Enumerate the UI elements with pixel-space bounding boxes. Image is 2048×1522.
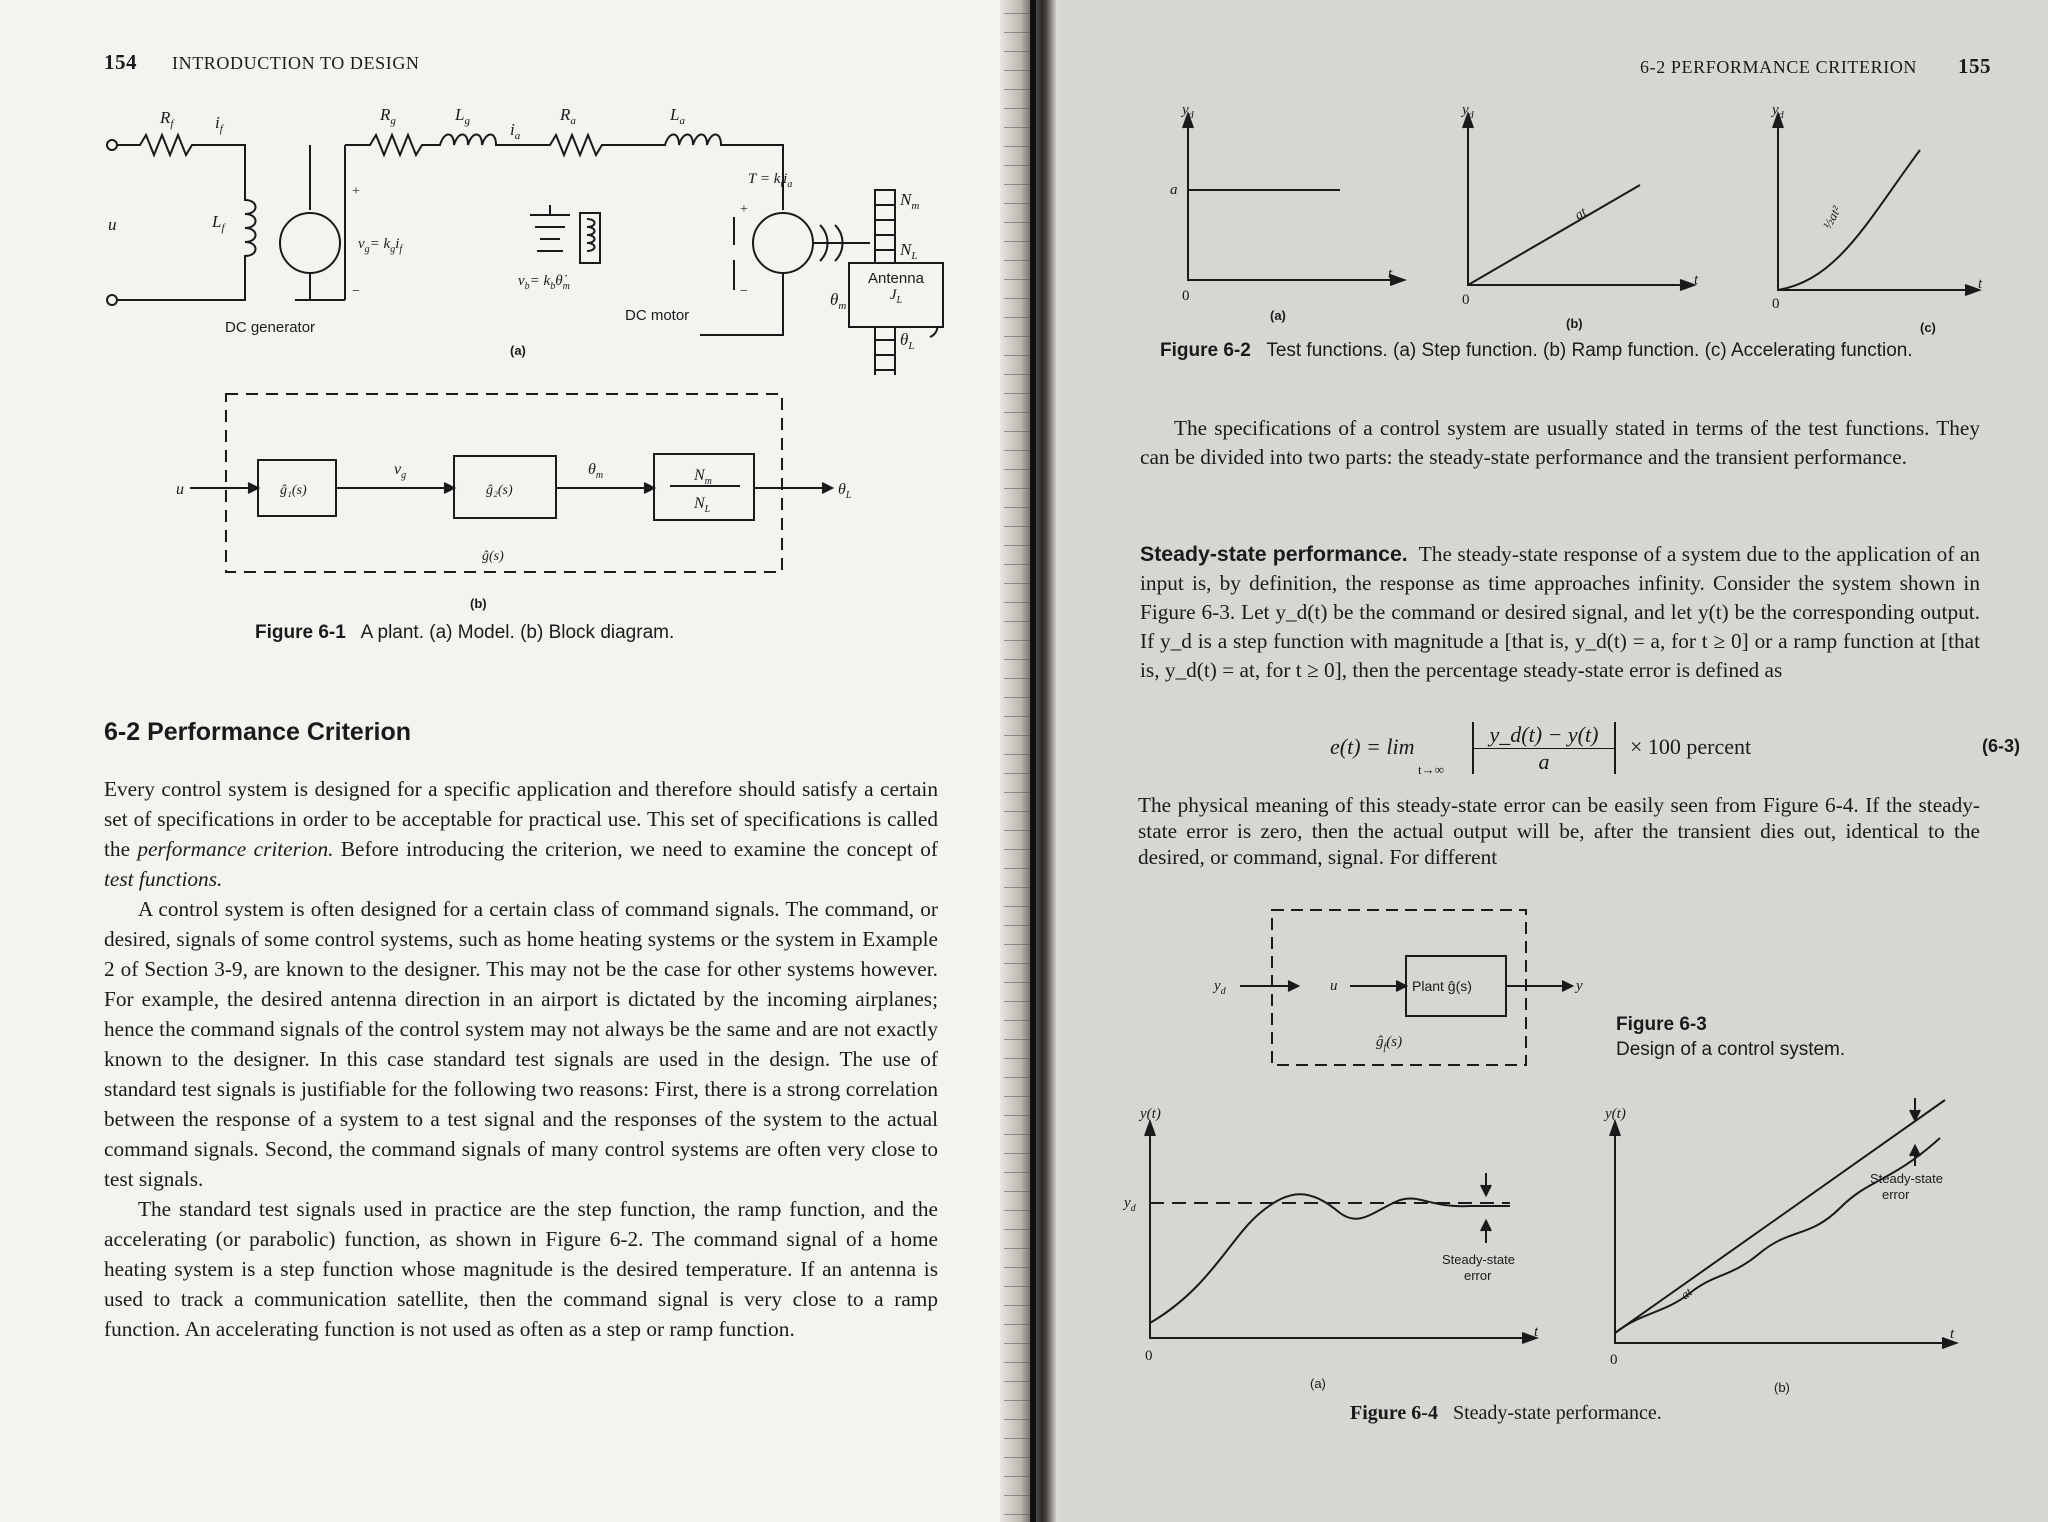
- vb-equation: v: [518, 273, 525, 289]
- svg-text:yd: $y_d$: [1772, 102, 1784, 121]
- equation-number: (6-3): [1981, 736, 2020, 756]
- fig-6-4b-yt: y(t): [1605, 1106, 1626, 1122]
- figure-6-3-control-design: [1200, 900, 1600, 1080]
- svg-text:θL: $\theta_L$: [900, 330, 915, 352]
- svg-text:+: +: [740, 202, 748, 217]
- figure-6-1-caption-text: A plant. (a) Model. (b) Block diagram.: [360, 622, 675, 643]
- figure-6-3-caption: [1616, 1012, 1845, 1062]
- ra-label: R: [560, 105, 571, 124]
- svg-text:NL: $N_L$: [900, 240, 918, 262]
- figure-6-4-caption: [1350, 1402, 1662, 1425]
- paragraph-4: The specifications of a control system are usually stated in terms of the test functions. They can be divided into two parts: the steady-state performance and the transient performance.: [1140, 416, 1980, 469]
- figure-6-2-caption-text: Test functions. (a) Step function. (b) Ramp function. (c) Accelerating function.: [1266, 340, 1913, 361]
- fig-6-4a-yt: y(t): [1140, 1106, 1161, 1122]
- left-running-title: INTRODUCTION TO DESIGN: [172, 53, 420, 73]
- dc-generator-label: DC generator: [225, 319, 316, 336]
- svg-text:θm: $\theta_m$: [830, 290, 847, 312]
- figure-6-2-caption-label: Figure 6-2: [1160, 340, 1251, 361]
- fig-6-2c-yd: y: [1772, 102, 1779, 118]
- fig-6-4b-zero: 0: [1610, 1352, 1618, 1368]
- equation-limit: t→∞: [1418, 762, 1444, 777]
- paragraph-1: Every control system is designed for a specific application and therefore should satisfy a certain set of specifications in order to be acceptable for practical use. This set of specifications is called the performance criterion. Before introducing the criterion, we need to examine the concept of test functions.: [104, 777, 938, 891]
- plant-block-label: Plant ĝ(s): [1412, 978, 1472, 994]
- paragraph-3: The standard test signals used in practice are the step function, the ramp function, and the accelerating (or parabolic) function, as shown in Figure 6-2. The command signal of a home heating system is a step function whose magnitude is the desired temperature. If an antenna is used to track a communication satellite, then the command signal is very close to a ramp function. An accelerating function is not used as often as a step or ramp function.: [104, 1197, 938, 1341]
- equation-lhs: e(t) = lim: [1330, 734, 1415, 759]
- svg-text:Lg: $L_g$: [455, 105, 470, 127]
- theta-l-label: θ: [900, 330, 909, 349]
- paragraph-5-block: [1140, 540, 1980, 685]
- figure-6-1a-circuit: [100, 95, 960, 375]
- fig-6-2c-t: t: [1978, 276, 1983, 292]
- jl-label: J: [889, 287, 897, 303]
- if-label: i: [215, 113, 220, 132]
- theta-m-label: θ: [830, 290, 839, 309]
- svg-text:Nm: $N_m$: [900, 190, 920, 212]
- fig-6-4a-zero: 0: [1145, 1348, 1153, 1364]
- paragraph-4-block: [1140, 414, 1980, 472]
- svg-text:yd: $y_d$: [1124, 1195, 1136, 1214]
- fig-6-4a-error-label-2: error: [1464, 1268, 1492, 1283]
- figure-6-1b-block-diagram: [170, 388, 890, 618]
- figure-6-2-caption: [1160, 340, 2000, 362]
- figure-6-3-caption-label: Figure 6-3: [1616, 1014, 1707, 1035]
- right-page-number: 155: [1958, 54, 1992, 78]
- svg-text:ia: $i_a$: [510, 120, 521, 142]
- figure-6-1-caption: [255, 622, 674, 644]
- rg-label: R: [380, 105, 391, 124]
- fig-6-2b-at: at: [1572, 205, 1590, 224]
- fig-6-3-u: u: [1330, 978, 1338, 994]
- equation-6-3: [1300, 722, 2020, 778]
- block-vg-label: v: [394, 461, 402, 478]
- fig-6-2a-yd: y: [1182, 102, 1189, 118]
- lg-label: L: [455, 105, 465, 124]
- fig-6-4a-yd: y: [1124, 1195, 1131, 1211]
- vg-equation: v: [358, 236, 365, 252]
- svg-text:θL: $\theta_L$: [838, 481, 852, 501]
- paragraph-6-block: [1138, 792, 1980, 870]
- svg-text:yd: $y_d$: [1462, 102, 1474, 121]
- svg-text:La: $L_a$: [670, 105, 685, 127]
- paragraph-6: The physical meaning of this steady-state error can be easily seen from Figure 6-4. If the steady-state error is zero, then the actual output will be, after the transient dies out, identical to the desired, or command, signal. For different: [1138, 793, 1980, 869]
- block-u-label: u: [176, 481, 184, 498]
- dc-motor-label: DC motor: [625, 307, 690, 324]
- rf-label: R: [160, 108, 171, 127]
- fig-6-2b-t: t: [1694, 272, 1699, 288]
- paragraph-2: A control system is often designed for a certain class of command signals. The command, or desired, signals of some control systems, such as home heating systems or the system in Example 2 of Section 3-9, are known to the designer. This may not be the case for other systems however. For example, the desired antenna direction in an airport is dictated by the incoming airplanes; hence the command signals of the control system may not always be the same and are not exactly known to the designer. In this case standard test signals are used in the design. The use of standard test signals is justifiable for the following two reasons: First, there is a strong correlation between the response of a system to a test signal and the responses of the system to the actual command signals. Second, the command signals of many control systems are often very close to test signals.: [104, 897, 938, 1191]
- equation-rhs: × 100 percent: [1630, 734, 1752, 759]
- fig-6-2b-zero: 0: [1462, 292, 1470, 308]
- left-page: [0, 0, 1000, 1522]
- fig-6-4-sub-b: (b): [1774, 1380, 1790, 1395]
- gs-label: ĝ(s): [482, 549, 504, 564]
- fig-6-4a-t: t: [1534, 1324, 1539, 1340]
- ratio-denominator: N: [694, 495, 705, 512]
- antenna-box: Antenna $J_L$: [848, 262, 944, 328]
- u-input-label: u: [108, 215, 117, 234]
- torque-equation: T = k: [748, 171, 781, 187]
- svg-text:vb= kbθ̇m: $v_b=$ $k_b\thetȧ_m$: [518, 273, 570, 292]
- g2-block-label: ĝ₂(s): [486, 483, 513, 498]
- g1-block-label: ĝ₁(s): [280, 483, 307, 498]
- equation-numerator: y_d(t) − y(t): [1474, 722, 1614, 749]
- book-spine-shadow: [1030, 0, 1036, 1522]
- fig-6-2c-half-at2: ½at²: [1819, 203, 1844, 232]
- fig-6-2-sub-c: (c): [1920, 320, 1936, 335]
- svg-text:Ra: $R_a$: [560, 105, 576, 127]
- svg-text:ĝf(s): $ĝ_f(s)$: [1376, 1034, 1403, 1053]
- figure-6-4-steady-state-plots: [1110, 1088, 1990, 1408]
- svg-text:vg= kgif: $v_g= k_gi_f$: [358, 236, 403, 255]
- figure-6-4-caption-text: Steady-state performance.: [1452, 1402, 1662, 1424]
- svg-text:−: −: [352, 284, 360, 299]
- block-theta-m-label: θ: [588, 461, 596, 478]
- equation-fraction: [1472, 722, 1616, 774]
- nm-label: N: [900, 190, 912, 209]
- left-running-head: [104, 50, 420, 75]
- lf-label: L: [212, 212, 222, 231]
- la-label: L: [670, 105, 680, 124]
- fig-6-2c-zero: 0: [1772, 296, 1780, 312]
- fig-6-4b-error-label-1: Steady-state: [1870, 1171, 1943, 1186]
- figure-6-2-test-functions: [1158, 100, 1988, 340]
- steady-state-lead: Steady-state performance.: [1140, 542, 1408, 566]
- svg-text:NL: $N_L$: [694, 495, 711, 515]
- fig-6-3-y: y: [1576, 978, 1583, 994]
- left-page-number: 154: [104, 50, 137, 74]
- fig-6-3-gf: ĝ: [1376, 1034, 1384, 1050]
- ia-label: i: [510, 120, 515, 139]
- right-running-title: 6-2 PERFORMANCE CRITERION: [1640, 57, 1918, 77]
- svg-text:Rg: $R_g$: [380, 105, 396, 127]
- fig-6-4a-error-label-1: Steady-state: [1442, 1252, 1515, 1267]
- fig-6-2a-a-label: a: [1170, 182, 1178, 198]
- figure-6-4-caption-label: Figure 6-4: [1350, 1402, 1438, 1424]
- body-text-left: [104, 774, 938, 1344]
- svg-text:Rf: $R_f$: [160, 108, 174, 130]
- ratio-numerator: N: [694, 467, 705, 484]
- fig-6-4-sub-a: (a): [1310, 1376, 1326, 1391]
- fig-6-3-yd: y: [1214, 978, 1221, 994]
- fig-6-1-sub-a: (a): [510, 343, 526, 358]
- svg-text:if: $i_f$: [215, 113, 223, 135]
- antenna-label: Antenna: [868, 270, 924, 287]
- fig-6-2a-t: t: [1388, 266, 1393, 282]
- fig-6-4b-at: at: [1677, 1284, 1695, 1303]
- svg-text:Nm: $N_m$: [694, 467, 712, 487]
- fig-6-2-sub-b: (b): [1566, 316, 1583, 331]
- fig-6-4b-error-label-2: error: [1882, 1187, 1910, 1202]
- svg-text:−: −: [740, 284, 748, 299]
- fig-6-2b-yd: y: [1462, 102, 1469, 118]
- nl-label: N: [900, 240, 912, 259]
- svg-text:vg: $v_g$: [394, 461, 407, 481]
- right-running-head: [1640, 54, 1991, 79]
- fig-6-2-sub-a: (a): [1270, 308, 1286, 323]
- svg-text:+: +: [352, 184, 360, 199]
- equation-denominator: a: [1538, 749, 1550, 774]
- fig-6-2a-zero: 0: [1182, 288, 1190, 304]
- fig-6-4b-t: t: [1950, 1326, 1955, 1342]
- figure-6-1-caption-label: Figure 6-1: [255, 622, 346, 643]
- svg-text:yd: $y_d$: [1182, 102, 1194, 121]
- paragraph-5: Steady-state performance. The steady-state response of a system due to the application of an input is, by definition, the response as time approaches infinity. Consider the system shown in Figure 6-3. Let y_d(t) be the command or desired signal, and let y(t) be the corresponding output. If y_d is a step function with magnitude a [that is, y_d(t) = a, for t ≥ 0] or a ramp function at [that is, y_d(t) = at, for t ≥ 0], then the percentage steady-state error is defined as: [1140, 542, 1980, 682]
- figure-6-3-caption-text: Design of a control system.: [1616, 1039, 1846, 1060]
- svg-text:θm: $\theta_m$: [588, 461, 604, 481]
- svg-text:T = ktia: $T = k_ti_a$: [748, 171, 793, 190]
- section-heading: 6-2 Performance Criterion: [104, 718, 412, 746]
- svg-text:Lf: $L_f$: [212, 212, 225, 234]
- block-theta-l-label: θ: [838, 481, 846, 498]
- fig-6-1-sub-b: (b): [470, 596, 487, 611]
- svg-text:yd: $y_d$: [1214, 978, 1226, 997]
